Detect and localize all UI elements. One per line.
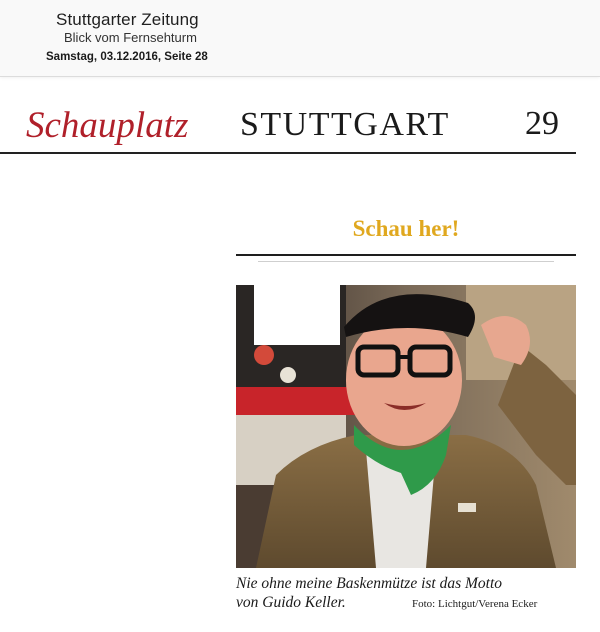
article-photo[interactable] — [236, 285, 576, 568]
masthead-section-title: Schauplatz — [26, 105, 189, 146]
photo-caption-line-2: von Guido Keller. — [236, 594, 346, 611]
page-masthead — [0, 96, 576, 154]
masthead-divider — [0, 152, 576, 154]
app-header-bar — [0, 0, 600, 77]
heading-rule — [236, 254, 576, 256]
heading-subrule — [258, 261, 554, 262]
newspaper-subtitle: Blick vom Fernsehturm — [64, 30, 197, 45]
newspaper-title: Stuttgarter Zeitung — [56, 10, 199, 29]
photo-caption-line-1: Nie ohne meine Baskenmütze ist das Motto — [236, 575, 503, 592]
article-section-heading: Schau her! — [352, 216, 460, 241]
masthead-page-number: 29 — [525, 105, 559, 142]
edition-date: Samstag, 03.12.2016, Seite 28 — [46, 51, 208, 63]
masthead-city: STUTTGART — [240, 106, 450, 143]
photo-credit: Foto: Lichtgut/Verena Ecker — [412, 598, 538, 610]
